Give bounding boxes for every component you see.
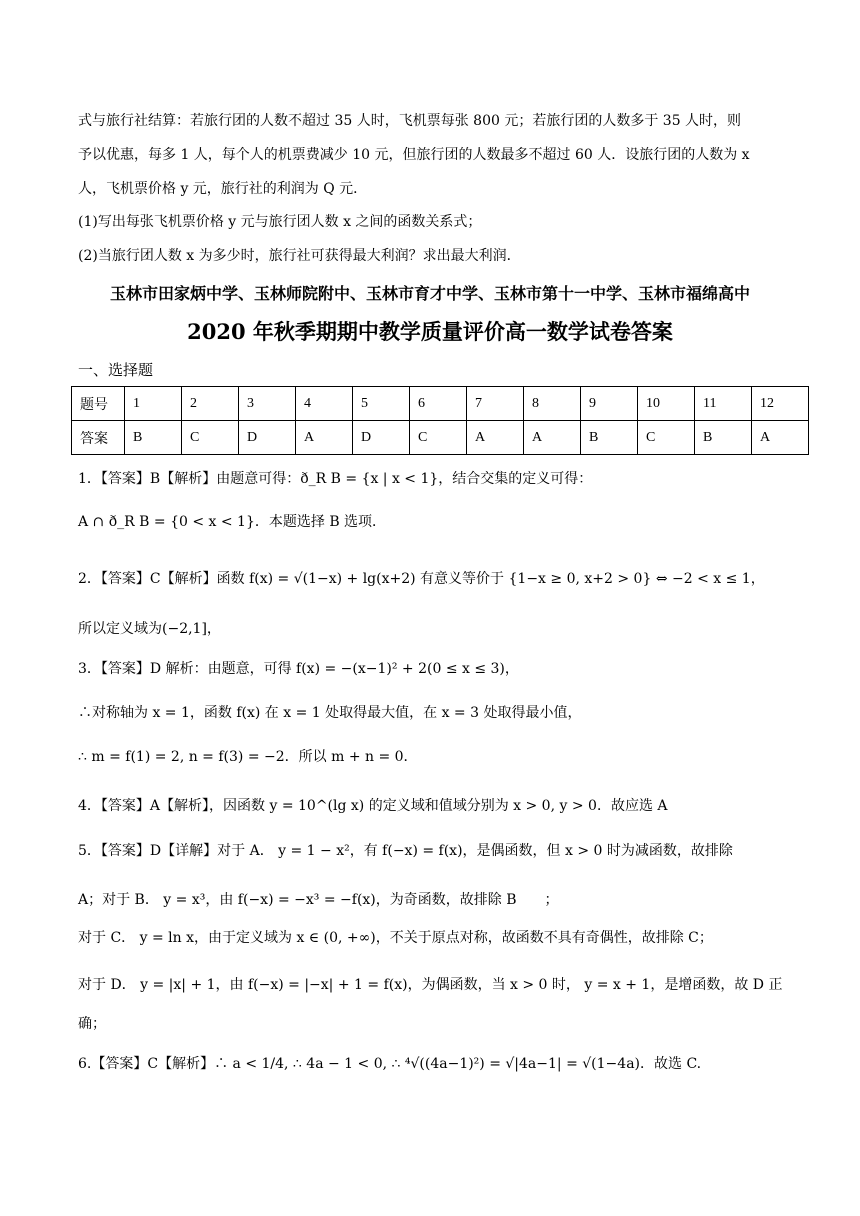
table-cell: C: [638, 421, 695, 455]
problem-line: (1)写出每张飞机票价格 y 元与旅行团人数 x 之间的函数关系式；: [78, 214, 482, 230]
table-cell: A: [296, 421, 353, 455]
table-row: [72, 421, 809, 455]
table-cell: A: [467, 421, 524, 455]
table-cell: 11: [695, 387, 752, 421]
table-cell: 4: [296, 387, 353, 421]
solution-line: A；对于 B． y = x³，由 f(−x) = −x³ = −f(x)，为奇函数，故排除 B ；: [78, 892, 559, 908]
solution-line: A ∩ ð_R B = {0 < x < 1}．本题选择 B 选项．: [78, 514, 387, 530]
school-list: 玉林市田家炳中学、玉林师院附中、玉林市育才中学、玉林市第十一中学、玉林市福绵高中: [109, 284, 750, 303]
table-cell: 9: [581, 387, 638, 421]
table-header-cell: 题号: [72, 387, 125, 421]
solution-line: 4．【答案】A【解析】，因函数 y = 10^(lg x) 的定义域和值域分别为 x > 0, y > 0．故应选 A: [78, 798, 668, 814]
solution-line: 6.【答案】C【解析】∴ a < 1/4, ∴ 4a − 1 < 0, ∴ ⁴√((4a−1)²) = √|4a−1| = √(1−4a)．故选 C.: [78, 1056, 702, 1072]
answer-table: [71, 386, 809, 455]
table-cell: 10: [638, 387, 695, 421]
problem-line: (2)当旅行团人数 x 为多少时，旅行社可获得最大利润？求出最大利润．: [78, 248, 521, 264]
table-cell: 8: [524, 387, 581, 421]
section-heading: 一、选择题: [78, 361, 154, 379]
table-cell: D: [239, 421, 296, 455]
table-cell: 2: [182, 387, 239, 421]
problem-line: 予以优惠，每多 1 人，每个人的机票费减少 10 元，但旅行团的人数最多不超过 60 人．设旅行团的人数为 x: [78, 147, 750, 163]
solution-line: 5．【答案】D【详解】对于 A． y = 1 − x²，有 f(−x) = f(x)，是偶函数，但 x > 0 时为减函数，故排除: [78, 843, 733, 859]
problem-line: 式与旅行社结算：若旅行团的人数不超过 35 人时，飞机票每张 800 元；若旅行团的人数多于 35 人时，则: [78, 113, 742, 129]
solution-line: 对于 C． y = ln x，由于定义域为 x ∈ (0, +∞)，不关于原点对称，故函数不具有奇偶性，故排除 C；: [78, 930, 713, 946]
table-cell: B: [695, 421, 752, 455]
solution-line: 3．【答案】D 解析：由题意，可得 f(x) = −(x−1)² + 2(0 ≤ x ≤ 3)，: [78, 661, 519, 677]
table-cell: 1: [125, 387, 182, 421]
table-cell: 5: [353, 387, 410, 421]
table-cell: A: [524, 421, 581, 455]
solution-line: 对于 D． y = |x| + 1，由 f(−x) = |−x| + 1 = f(x)，为偶函数，当 x > 0 时， y = x + 1，是增函数，故 D 正: [78, 977, 783, 993]
table-cell: 12: [752, 387, 809, 421]
solution-line: ∴ m = f(1) = 2, n = f(3) = −2．所以 m + n = 0．: [78, 749, 418, 765]
page-title: 2020 年秋季期期中教学质量评价高一数学试卷答案: [187, 319, 673, 344]
solution-line: 所以定义域为(−2,1]，: [78, 621, 221, 637]
table-row: [72, 387, 809, 421]
solution-line: 1．【答案】B【解析】由题意可得：ð_R B = {x | x < 1}，结合交集的定义可得：: [78, 471, 593, 487]
table-cell: A: [752, 421, 809, 455]
solution-line: ∴对称轴为 x = 1，函数 f(x) 在 x = 1 处取得最大值，在 x = 3 处取得最小值，: [78, 705, 582, 721]
table-cell: 3: [239, 387, 296, 421]
table-cell: C: [182, 421, 239, 455]
table-cell: D: [353, 421, 410, 455]
table-cell: B: [581, 421, 638, 455]
table-cell: C: [410, 421, 467, 455]
solution-line: 2．【答案】C【解析】函数 f(x) = √(1−x) + lg(x+2) 有意义等价于 {1−x ≥ 0, x+2 > 0} ⇔ −2 < x ≤ 1，: [78, 571, 765, 587]
solution-line: 确；: [78, 1016, 106, 1032]
table-cell: B: [125, 421, 182, 455]
table-cell: 7: [467, 387, 524, 421]
table-header-cell: 答案: [72, 421, 125, 455]
problem-line: 人，飞机票价格 y 元，旅行社的利润为 Q 元．: [78, 181, 368, 197]
table-cell: 6: [410, 387, 467, 421]
